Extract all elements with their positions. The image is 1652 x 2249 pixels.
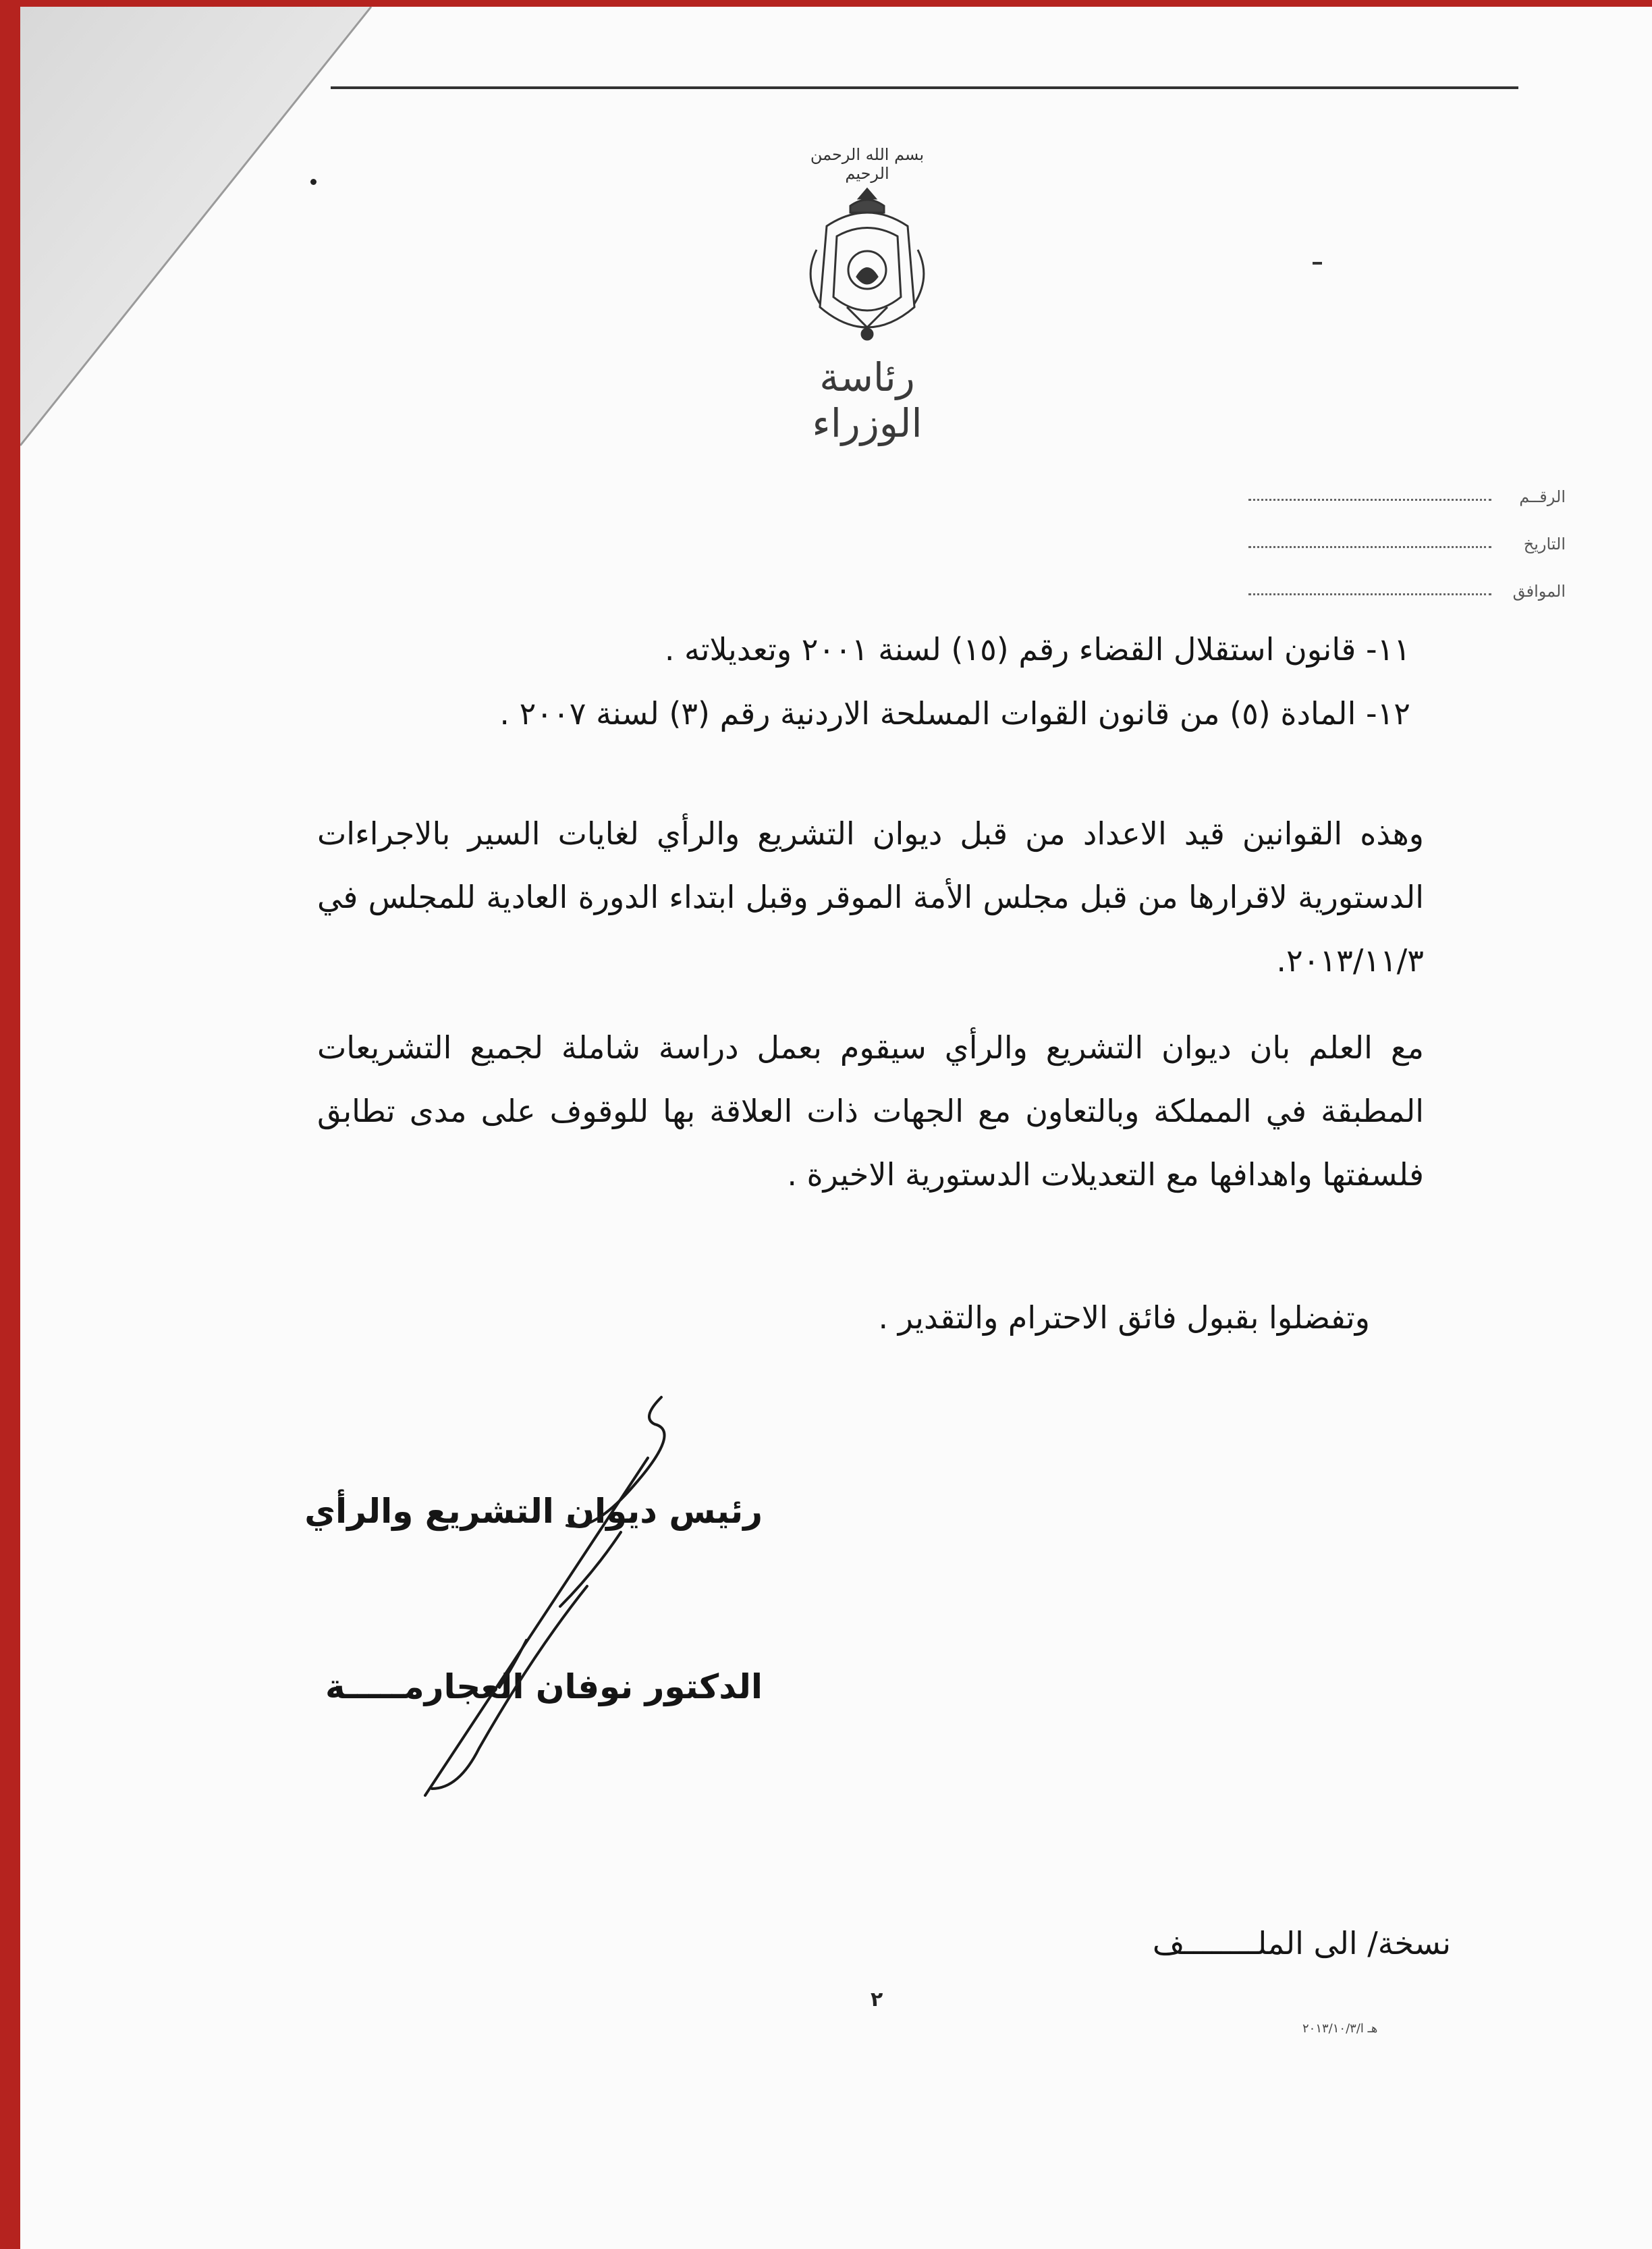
paragraph-study-note: مع العلم بان ديوان التشريع والرأي سيقوم بعمل دراسة شاملة لجميع التشريعات المطبقة في المملكة وبالتعاون مع الجهات ذات العلاقة بها للوقوف على مدى تطابق فلسفتها واهدافها مع التعديلات الدستورية الاخيرة . <box>317 1029 1424 1193</box>
header-rule <box>331 86 1518 89</box>
paragraph-laws-status: وهذه القوانين قيد الاعداد من قبل ديوان التشريع والرأي لغايات السير بالاجراءات الدستورية لاقرارها من قبل مجلس الأمة الموقر وقبل ابتداء الدورة العادية للمجلس في ٢٠١٣/١١/٣. <box>317 815 1424 979</box>
page-number: ٢ <box>871 1988 883 2011</box>
reference-number-row <box>1242 459 1566 506</box>
reference-fields <box>1242 459 1566 601</box>
basmala-caption: بسم الله الرحمن الرحيم <box>810 145 925 183</box>
ministry-name: رئاسة الوزراء <box>812 354 923 446</box>
date-blank <box>1248 539 1491 548</box>
scan-mark <box>310 179 316 185</box>
reference-number-label: الرقــم <box>1519 487 1566 506</box>
list-item: ١١- قانون استقلال القضاء رقم (١٥) لسنة ٢٠٠١ وتعديلاته . <box>664 631 1410 668</box>
closing-line: وتفضلوا بقبول فائق الاحترام والتقدير . <box>878 1299 1370 1336</box>
handwritten-signature <box>364 1384 742 1802</box>
signatory-title: رئيس ديوان التشريع والرأي <box>304 1492 763 1531</box>
list-item: ١٢- المادة (٥) من قانون القوات المسلحة الاردنية رقم (٣) لسنة ٢٠٠٧ . <box>499 695 1410 732</box>
folded-page-corner <box>20 7 398 493</box>
date-label: التاريخ <box>1523 535 1566 553</box>
signatory-name: الدكتور نوفان العجارمـــــة <box>325 1667 763 1706</box>
copy-to-file: نسخة/ الى الملــــــــف <box>1152 1925 1451 1961</box>
hijri-date-blank <box>1248 587 1491 595</box>
document-page <box>20 7 1652 2249</box>
hijri-date-label: الموافق <box>1512 582 1566 601</box>
reference-number-blank <box>1248 492 1491 501</box>
scan-mark <box>1313 262 1322 265</box>
footer-reference-code: هـ ا/٢٠١٣/١٠/٣ <box>1302 2022 1378 2036</box>
hijri-date-row <box>1242 553 1566 601</box>
date-row <box>1242 506 1566 553</box>
